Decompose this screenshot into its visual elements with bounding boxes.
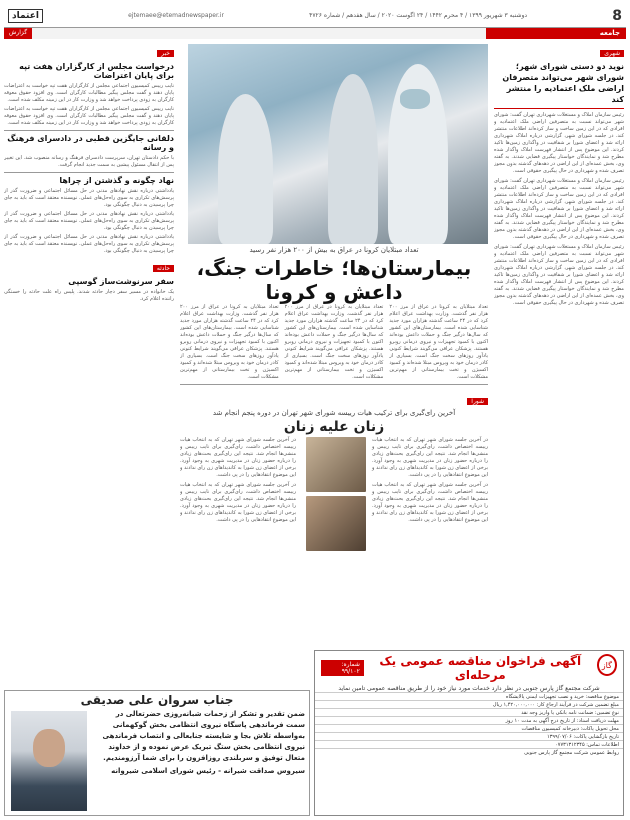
ad-row: موضوع مناقصه: خرید و نصب تجهیزات ایمنی پالایشگاه: [315, 692, 623, 700]
news-headline: سفر سرنوشت‌ساز گوسپی: [68, 277, 174, 286]
ad-title: آگهی فراخوان مناقصه عمومی یک مرحله‌ای: [379, 654, 582, 682]
news-body: نایب رییس کمیسیون اجتماعی مجلس از کارگزاران هفت تپه خواست به اعتراضات پایان دهند و گفت مجلس پیگیر مطالبات کارگران است. وی افزود حقوق معوقه کارگران به زودی پرداخت خواهد شد و وزارت کار در این زمینه مکلف شده است.: [4, 83, 174, 103]
main-photo: [188, 44, 488, 244]
secondary-photo-col: [302, 437, 366, 551]
section-title: جامعه: [486, 28, 626, 39]
section-bar-fill: [32, 28, 486, 39]
secondary-headline: زنان علیه زنان: [283, 419, 385, 435]
cong-signature: سیروس صداقت شیرانه - رئیس شورای اسلامی شیروانه: [111, 767, 305, 775]
left-column: [4, 40, 174, 645]
article-body-cont: رئیس سازمان املاک و مستغلات شهرداری تهران گفت: شورای شهر می‌تواند نسبت به متصرفین اراضی ملک اعتمادیه و افرادی که در این زمین ساخت و ساز کرده‌اند اطلاعات منتشر کند. در جلسه شورای شهر، گزارشی درباره املاک شهرداری ارائه شد و اعضای شورا بر شفافیت در واگذاری زمین‌ها تاکید کردند. این موضوع پس از انتشار فهرست املاک واگذار شده مطرح شد و نمایندگان خواستار پیگیری قضایی شدند. به گفته وی، بخش عمده‌ای از این اراضی در دهه‌های گذشته بدون مجوز تصرف شده و شهرداری در حال پیگیری حقوقی است.: [494, 178, 624, 240]
article-headline: نوید دو دستی شورای شهر؛ شورای شهر می‌تواند متصرفان اراضی ملک اعتمادیه را منتشر کند: [502, 62, 624, 104]
secondary-text: در آخرین جلسه شورای شهر تهران که به انتخاب هیات رییسه اختصاص داشت، رای‌گیری برای نایب رییس و منشی‌ها انجام شد. نتیجه این رای‌گیری بحث‌های زیادی را درباره حضور زنان در مدیریت شهری به وجود آورد. برخی از اعضای زن شورا به کاندیداهای زن رای ندادند و این موضوع انتقادهایی را در پی داشت.: [372, 437, 488, 478]
figure-shape: [328, 74, 378, 244]
ad-subtitle: شرکت مجتمع گاز پارس جنوبی در نظر دارد خدمات مورد نیاز خود را از طریق مناقصه عمومی تامین نماید: [338, 685, 600, 692]
ad-number-badge: شماره: ۹۹/۱۰۲: [321, 660, 364, 676]
divider: [180, 384, 488, 385]
article-body-cont2: رئیس سازمان املاک و مستغلات شهرداری تهران گفت: شورای شهر می‌تواند نسبت به متصرفین اراضی ملک اعتمادیه و افرادی که در این زمین ساخت و ساز کرده‌اند اطلاعات منتشر کند. در جلسه شورای شهر، گزارشی درباره املاک شهرداری ارائه شد و اعضای شورا بر شفافیت در واگذاری زمین‌ها تاکید کردند. این موضوع پس از انتشار فهرست املاک واگذار شده مطرح شد و نمایندگان خواستار پیگیری قضایی شدند. به گفته وی، بخش عمده‌ای از این اراضی در دهه‌های گذشته بدون مجوز تصرف شده و شهرداری در حال پیگیری حقوقی است.: [494, 244, 624, 306]
right-column: [494, 40, 624, 515]
section-bar: [4, 28, 626, 39]
company-logo-icon: گاز: [597, 654, 617, 676]
divider: [494, 108, 624, 109]
ad-row: اطلاعات تماس: ۰۷۷۳۱۳۱۲۳۴۵: [315, 740, 623, 748]
dateline: دوشنبه ۳ شهریور ۱۳۹۹ / ۴ محرم ۱۴۴۲ / ۲۴ اگوست ۲۰۲۰ / سال هفدهم / شماره ۴۷۲۶: [309, 12, 528, 19]
main-body-col: تعداد مبتلایان به کرونا در عراق از مرز ۲۰۰ هزار نفر گذشت. وزارت بهداشت عراق اعلام کرد که در ۲۴ ساعت گذشته هزاران مورد جدید شناسایی شده است. بیمارستان‌های این کشور که سال‌ها درگیر جنگ و حملات داعش بوده‌اند اکنون با کمبود تجهیزات و نیروی درمانی روبرو هستند. پزشکان عراقی می‌گویند شرایط کنونی یادآور روزهای سخت جنگ است. بسیاری از کادر درمان خود به ویروس مبتلا شده‌اند و کمبود اکسیژن و تخت بیمارستانی از مهم‌ترین مشکلات است.: [284, 304, 384, 380]
category-label: شهری: [600, 50, 624, 57]
cong-title: جناب سروان علی صدیقی: [80, 693, 234, 707]
divider: [4, 130, 174, 131]
congratulation-ad: [4, 690, 310, 816]
section-label: شورا: [467, 398, 488, 405]
main-body-columns: [180, 304, 488, 381]
ad-title-block: [364, 654, 597, 682]
ad-header: [315, 651, 623, 685]
ad-row: تاریخ بازگشایی پاکات: ۱۳۹۹/۰۷/۰۶: [315, 732, 623, 740]
news-body: یادداشتی درباره نقش نهادهای مدنی در حل مسائل اجتماعی و ضرورت گذر از پرسش‌های تکراری به سوی راه‌حل‌های عملی. نویسنده معتقد است که باید به جای چرا پرسیدن به دنبال چگونگی بود.: [4, 211, 174, 231]
secondary-text: در آخرین جلسه شورای شهر تهران که به انتخاب هیات رییسه اختصاص داشت، رای‌گیری برای نایب رییس و منشی‌ها انجام شد. نتیجه این رای‌گیری بحث‌های زیادی را درباره حضور زنان در مدیریت شهری به وجود آورد. برخی از اعضای زن شورا به کاندیداهای زن رای ندادند و این موضوع انتقادهایی را در پی داشت.: [180, 437, 296, 478]
news-body: یک خانواده در مسیر سفر دچار حادثه شدند. پلیس راه علت حادثه را خستگی راننده اعلام کرد.: [4, 289, 174, 302]
council-photo: [306, 496, 366, 551]
ad-row: نوع تضمین: ضمانت نامه بانکی یا واریز وجه نقد: [315, 708, 623, 716]
secondary-subheadline: آخرین رای‌گیری برای ترکیب هیات رییسه شورای شهر تهران در دوره پنجم انجام شد: [212, 409, 456, 417]
main-body-col: تعداد مبتلایان به کرونا در عراق از مرز ۲۰۰ هزار نفر گذشت. وزارت بهداشت عراق اعلام کرد که در ۲۴ ساعت گذشته هزاران مورد جدید شناسایی شده است. بیمارستان‌های این کشور که سال‌ها درگیر جنگ و حملات داعش بوده‌اند اکنون با کمبود تجهیزات و نیروی درمانی روبرو هستند. پزشکان عراقی می‌گویند شرایط کنونی یادآور روزهای سخت جنگ است. بسیاری از کادر درمان خود به ویروس مبتلا شده‌اند و کمبود اکسیژن و تخت بیمارستانی از مهم‌ترین مشکلات است.: [180, 304, 279, 380]
category-label: حادثه: [153, 265, 174, 272]
cong-body: ضمن تقدیر و تشکر از زحمات شبانه‌روزی حضرتعالی در سمت فرماندهی پاسگاه نیروی انتظامی بخش گوکهمانی به‌واسطه تلاش بجا و شایسته جنابعالی و انتصاب فرماندهی نیروی انتظامی بخش ستگ تبریک عرض نموده و از خداوند متعال توفیق و سربلندی روزافزون را برای شما آرزومندیم.: [102, 710, 305, 762]
figure-shape: [218, 94, 273, 244]
news-headline: دلقانی جایگزین قطبی در دادسرای فرهنگ و رسانه: [7, 134, 174, 152]
news-body: یادداشتی درباره نقش نهادهای مدنی در حل مسائل اجتماعی و ضرورت گذر از پرسش‌های تکراری به سوی راه‌حل‌های عملی. نویسنده معتقد است که باید به جای چرا پرسیدن به دنبال چگونگی بود.: [4, 234, 174, 254]
ad-row: محل تحویل پاکات: دبیرخانه کمیسیون مناقصات: [315, 724, 623, 732]
section-tag: گزارش: [4, 28, 32, 39]
divider: [4, 172, 174, 173]
news-body: با حکم دادستان تهران، سرپرست دادسرای فرهنگ و رسانه منصوب شد. این تغییر پس از انتقال مسئول پیشین به سمت جدید انجام گرفت.: [4, 155, 174, 168]
main-body-col: تعداد مبتلایان به کرونا در عراق از مرز ۲۰۰ هزار نفر گذشت. وزارت بهداشت عراق اعلام کرد که در ۲۴ ساعت گذشته هزاران مورد جدید شناسایی شده است. بیمارستان‌های این کشور که سال‌ها درگیر جنگ و حملات داعش بوده‌اند اکنون با کمبود تجهیزات و نیروی درمانی روبرو هستند. پزشکان عراقی می‌گویند شرایط کنونی یادآور روزهای سخت جنگ است. بسیاری از کادر درمان خود به ویروس مبتلا شده‌اند و کمبود اکسیژن و تخت بیمارستانی از مهم‌ترین مشکلات است.: [389, 304, 488, 380]
article-body: رئیس سازمان املاک و مستغلات شهرداری تهران گفت: شورای شهر می‌تواند نسبت به متصرفین اراضی ملک اعتمادیه و افرادی که در این زمین ساخت و ساز کرده‌اند اطلاعات منتشر کند. در جلسه شورای شهر، گزارشی درباره املاک شهرداری ارائه شد و اعضای شورا بر شفافیت در واگذاری زمین‌ها تاکید کردند. این موضوع پس از انتشار فهرست املاک واگذار شده مطرح شد و نمایندگان خواستار پیگیری قضایی شدند. به گفته وی، بخش عمده‌ای از این اراضی در دهه‌های گذشته بدون مجوز تصرف شده و شهرداری در حال پیگیری حقوقی است.: [494, 112, 624, 174]
secondary-col: [372, 437, 488, 551]
main-column: [180, 40, 488, 645]
council-photo: [306, 437, 366, 492]
news-headline: درخواست مجلس از کارگزاران هفت تپه برای پایان اعتراضات: [19, 62, 174, 80]
page-header: [4, 4, 626, 28]
secondary-text: در آخرین جلسه شورای شهر تهران که به انتخاب هیات رییسه اختصاص داشت، رای‌گیری برای نایب رییس و منشی‌ها انجام شد. نتیجه این رای‌گیری بحث‌های زیادی را درباره حضور زنان در مدیریت شهری به وجود آورد. برخی از اعضای زن شورا به کاندیداهای زن رای ندادند و این موضوع انتقادهایی را در پی داشت.: [372, 482, 488, 523]
news-body: یادداشتی درباره نقش نهادهای مدنی در حل مسائل اجتماعی و ضرورت گذر از پرسش‌های تکراری به سوی راه‌حل‌های عملی. نویسنده معتقد است که باید به جای چرا پرسیدن به دنبال چگونگی بود.: [4, 188, 174, 208]
ad-row: روابط عمومی شرکت مجتمع گاز پارس جنوبی: [315, 748, 623, 756]
newspaper-logo: اعتماد: [8, 9, 43, 23]
category-label: خبر: [157, 50, 174, 57]
ad-row: مبلغ تضمین شرکت در فرآیند ارجاع کار: ۱,۴۲۰,۰۰۰,۰۰۰ ریال: [315, 700, 623, 708]
officer-face: [33, 729, 65, 767]
secondary-text: در آخرین جلسه شورای شهر تهران که به انتخاب هیات رییسه اختصاص داشت، رای‌گیری برای نایب رییس و منشی‌ها انجام شد. نتیجه این رای‌گیری بحث‌های زیادی را درباره حضور زنان در مدیریت شهری به وجود آورد. برخی از اعضای زن شورا به کاندیداهای زن رای ندادند و این موضوع انتقادهایی را در پی داشت.: [180, 482, 296, 523]
news-body: نایب رییس کمیسیون اجتماعی مجلس از کارگزاران هفت تپه خواست به اعتراضات پایان دهند و گفت مجلس پیگیر مطالبات کارگران است. وی افزود حقوق معوقه کارگران به زودی پرداخت خواهد شد و وزارت کار در این زمینه مکلف شده است.: [4, 106, 174, 126]
officer-photo: [11, 711, 87, 811]
news-headline: نهاد چگونه و گذشتن از چراها: [59, 176, 174, 185]
main-subheadline: تعداد مبتلایان کرونا در عراق به بیش از ۲۰۰ هزار نفر رسید: [249, 246, 419, 254]
email[interactable]: ejtemaee@etemadnewspaper.ir: [128, 12, 224, 19]
main-headline: بیمارستان‌ها؛ خاطرات جنگ، داعش و کرونا: [196, 256, 472, 304]
ad-row: مهلت دریافت اسناد: از تاریخ درج آگهی به مدت ۱۰ روز: [315, 716, 623, 724]
page-number: 8: [612, 7, 622, 24]
tender-ad: [314, 650, 624, 816]
secondary-col: [180, 437, 296, 551]
mask-shape: [400, 89, 430, 109]
secondary-body: [180, 437, 488, 551]
